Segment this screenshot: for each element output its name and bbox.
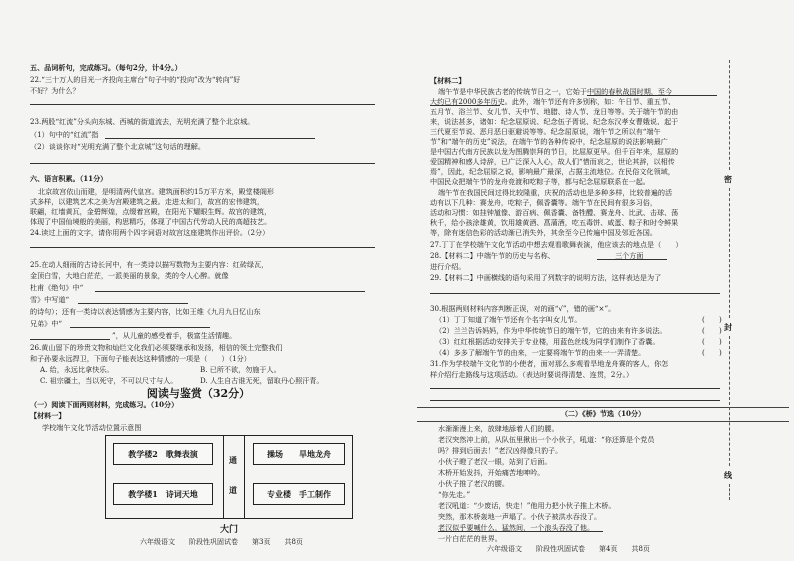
- answer-paren: ( ): [702, 315, 722, 324]
- reading-section-title: 阅读与鉴赏（32分）: [146, 387, 251, 400]
- section-6-heading: 六、语言积累。（11分）: [30, 174, 108, 183]
- activity-location-map: [105, 435, 353, 535]
- passage-line: 联翩，红墙黄瓦，金碧辉煌，点缀着宫殿，在阳光下耀眼生辉。故宫的建筑，: [30, 207, 272, 216]
- story-line: “你先走。”: [438, 490, 471, 499]
- right-page-footer: 六年级语文 阶段性巩固试卷 第4页 共8页: [487, 545, 650, 553]
- material-2-line: 五月节、浴兰节、女儿节、天中节、地腊、诗人节、龙日等等。关于端午节的由: [430, 107, 679, 116]
- question-22-cont: 不好？为什么？: [30, 86, 80, 95]
- material-2-line: 是中国古代南方民族以龙为图腾崇拜的节日，比屈原更早。但千百年来，屈原的: [430, 147, 679, 156]
- option-b: B. 已所不欲，勿施于人。: [200, 365, 281, 374]
- story-line: 老汉似乎要喊什么，猛然间，一个浪头吞没了他。: [438, 523, 595, 532]
- answer-line: [30, 163, 375, 164]
- answer-line: [95, 291, 365, 292]
- material-2-line: 三代夏至节说、恶月恶日驱避说等等。纪念屈原说，端午节之所以有“端午: [430, 127, 661, 136]
- left-page-footer: 六年级语文 阶段性巩固试卷 第3页 共8页: [140, 538, 303, 546]
- map-caption: 学校端午文化节活动位置示意图: [42, 423, 142, 432]
- question-25-line: 金顶白雪，大地白茫茫，一派美丽的景象，类的令人心醉。就像: [30, 271, 229, 280]
- map-box-specialty-building: 专业楼 手工制作: [253, 483, 345, 505]
- story-line: 水渐渐漫上来，放肆地舔着人们的腰。: [438, 424, 559, 433]
- question-28-cont: 进行介绍。: [430, 262, 466, 271]
- question-26: 26.黄山留下的珍贵文物和灿烂文化我们必须要继承和发扬，相信的领土完整我们: [30, 343, 283, 352]
- map-box-playground: 操场 旱地龙舟: [253, 443, 345, 465]
- question-31: 31.作为学校端午文化节的小使者，面对那么多观看旱地龙舟赛的客人，你怎: [430, 359, 669, 368]
- option-c: C. 祖宗疆土，当以死守，不可以尺寸与人。: [40, 376, 178, 385]
- material-2-line: 端午节是中华民族古老的传统节日之一，它始于中国的春秋战国时期，至今: [438, 87, 673, 96]
- dashed-line: [729, 188, 730, 318]
- map-gate-label: 大门: [219, 525, 238, 535]
- material-2-line: 端午节在我国民间过得比较隆重，庆祝的活动也是多种多样，比较普遍的活: [438, 188, 673, 197]
- material-2-line: 等，除有迷信色彩的活动渐已消失外，其余至今已传遍中国及邻近各国。: [430, 228, 657, 237]
- question-23-2: （2）谈谈你对“光明充满了整个北京城”这句话的理解。: [30, 142, 205, 151]
- binding-label-line: 线: [724, 470, 732, 480]
- story-line: 吗？排到后面去！”老汉凶得像只豹子。: [438, 446, 563, 455]
- answer-line: [30, 104, 375, 105]
- passage-line: 式多样，以建筑艺术之美为宫殿建筑之最。走进太和门，故宫的宏伟建筑，: [30, 197, 265, 206]
- question-30-1: （1）丁丁知道了端午节还有个名字叫女儿节。: [435, 315, 582, 324]
- answer-line: [430, 400, 720, 401]
- dashed-line: [729, 484, 730, 500]
- material-2-line: 动有以下几种：赛龙舟，吃粽子，佩香囊等。端午节在民间有很多习俗，: [430, 198, 657, 207]
- corridor-label-1: 通: [229, 455, 237, 465]
- answer-line: [105, 138, 315, 139]
- section-5-heading: 五、品词析句，完成练习。（每句2分，计4分。）: [30, 63, 182, 72]
- question-30-2: （2）兰兰告诉妈妈，作为中华传统节日的端午节，它的由来有许多说法。: [435, 326, 667, 335]
- corridor-label-2: 道: [229, 485, 237, 495]
- story-line: 一片白茫茫的世界。: [438, 534, 502, 543]
- answer-line: [30, 339, 110, 340]
- question-29: 29.【材料二】中画横线的语句采用了列数字的说明方法，这样表达是为了: [430, 273, 662, 282]
- answer-line: [70, 327, 210, 328]
- story-line: 老汉吼道：“少废话，快走！”他用力把小伙子推上木桥。: [438, 501, 616, 510]
- answer-line: [30, 247, 375, 248]
- answer-paren: ( ): [702, 326, 722, 335]
- underlined-sentence: [438, 531, 603, 532]
- story-line: 突然，那木桥轰地一声塌了。小伙子被洪水吞没了。: [438, 512, 602, 521]
- material-2-line: 焉”，因此，纪念屈原之说，影响最广最深，占据主流地位。在民俗文化领域，: [430, 167, 675, 176]
- material-2-line: 爱国精神和感人诗辞，已广泛深入人心，故人们“惜而哀之，世论其辞，以相传: [430, 157, 675, 166]
- question-30-4: （4）多多了解端午节的由来，一定要将端午节的由来一一弄清楚。: [435, 348, 646, 357]
- material-2-line: 节”和“端午的历史”说法，在端午节的各种传说中，纪念屈原的说法影响最广: [430, 137, 668, 146]
- question-23-1: （1）句中的“红流”指: [30, 130, 99, 139]
- material-2-line: 秋千，给小孩涂雄黄，饮用雄黄酒、菖蒲酒，吃五毒饼、咸蛋、粽子和时令鲜果: [430, 218, 679, 227]
- question-25-line: 兄弟》中“: [30, 319, 63, 328]
- story-line: 小伙子瞪了老汉一眼，站到了后面。: [438, 457, 552, 466]
- material-2-label: 【材料二】: [430, 76, 466, 85]
- binding-label-seal-2: 封: [724, 322, 732, 332]
- question-30: 30.根据两则材料内容判断正误，对的画“√”，错的画“×”。: [430, 304, 616, 313]
- story-line: 小伙子推了老汉的腰。: [438, 479, 509, 488]
- material-2-line: 中国民众把端午节的龙舟竞渡和吃粽子等，都与纪念屈原联系在一起。: [430, 177, 650, 186]
- question-25-line: 杜甫《绝句》中“: [30, 283, 84, 292]
- story-line: 木桥开始发抖，开始痛苦地呻吟。: [438, 468, 545, 477]
- question-22: 22.“三十万人的目光一齐投向主席台”句子中的“投向”改为“转向”好: [30, 75, 241, 84]
- question-27: 27.丁丁在学校端午文化节活动中想去观看歌舞表演，他应该去的地点是（ ）: [430, 240, 683, 249]
- material-2-line: 大约已有2000多年历史。此外，端午节还有许多别称，如：午日节、重五节、: [430, 97, 676, 106]
- material-2-line: 活动和习惯：如挂钟馗像、游百病、佩香囊、备牲醴、赛龙舟、比武、击球、荡: [430, 208, 679, 217]
- passage-2-title: （二）《桥》节选（10分）: [560, 409, 646, 418]
- map-box-teaching-building-2: 教学楼2 歌舞表演: [113, 443, 213, 465]
- answer-paren: ( ): [702, 348, 722, 357]
- answer-line: [430, 293, 720, 294]
- option-d: D. 人生自古谁无死，留取丹心照汗青。: [200, 376, 324, 385]
- passage-line: 体现了中国仙境般的美丽，构思精巧，体现了中国古代劳动人民的高超技艺。: [30, 217, 272, 226]
- answer-line: [597, 259, 667, 260]
- underlined-sentence: [430, 105, 500, 106]
- material-1-label: 【材料一】: [30, 411, 66, 420]
- binding-label-seal: 密: [724, 174, 732, 184]
- answer-line: [430, 388, 720, 389]
- dashed-line: [729, 60, 730, 170]
- underlined-sentence: [587, 95, 717, 96]
- map-corridor: [223, 435, 245, 519]
- question-25-line: 雪》中写道“: [30, 295, 70, 304]
- map-box-teaching-building-1: 教学楼1 诗词天地: [113, 483, 213, 505]
- option-a: A. 给，永远比拿快乐。: [40, 365, 114, 374]
- question-31-cont: 样介绍行走路线与这项活动。（表达时要说得清楚、连贯，2分。）: [430, 370, 634, 379]
- answer-paren: ( ): [702, 337, 722, 346]
- passage-line: 北京故宫依山而建，是明清两代皇宫。建筑面积约15万平方米，殿堂楼阁形: [38, 187, 275, 196]
- story-line: 老汉突然冲上前，从队伍里揪出一个小伙子，吼道：“你还算是个党员: [438, 435, 655, 444]
- question-25-line: 的诗句）；还有一类诗以表达情感为主要内容，比如王维《九月九日忆山东: [30, 307, 261, 316]
- question-28: 28.【材料二】中端午节的历史与名称、 三个方面: [430, 251, 644, 260]
- material-2-line: 来，说法甚多，诸如：纪念屈原说、纪念伍子胥说、纪念东汉孝女曹娥说、起于: [430, 117, 679, 126]
- reading-part-1-heading: （一）阅读下面两则材料，完成练习。（10分）: [30, 400, 179, 409]
- question-25-line: ”，从儿童的感受着手，极富生活情趣。: [112, 331, 237, 340]
- dashed-line: [729, 336, 730, 466]
- question-26-line: 和子孙要永远捍卫，下面句子能表达这种情感的一项是（ ）（1分）: [30, 354, 251, 363]
- question-25: 25.在动人细雨的古诗长河中，有一类诗以描写数物为主要内容：红砖绿瓦，: [30, 260, 269, 269]
- question-24: 24.读过上面的文字，请你用两个四字词语对故宫这座建筑作出评价。（2分）: [30, 228, 270, 237]
- answer-line: [78, 303, 188, 304]
- question-30-3: （3）红红根据活动安排关于专业楼，用蓝色丝线为同学们制作了香囊。: [435, 337, 660, 346]
- binding-margin: [724, 60, 736, 500]
- question-23: 23.两股“红流”分头向东城、西城的街道流去，光明充满了整个北京城。: [30, 117, 255, 126]
